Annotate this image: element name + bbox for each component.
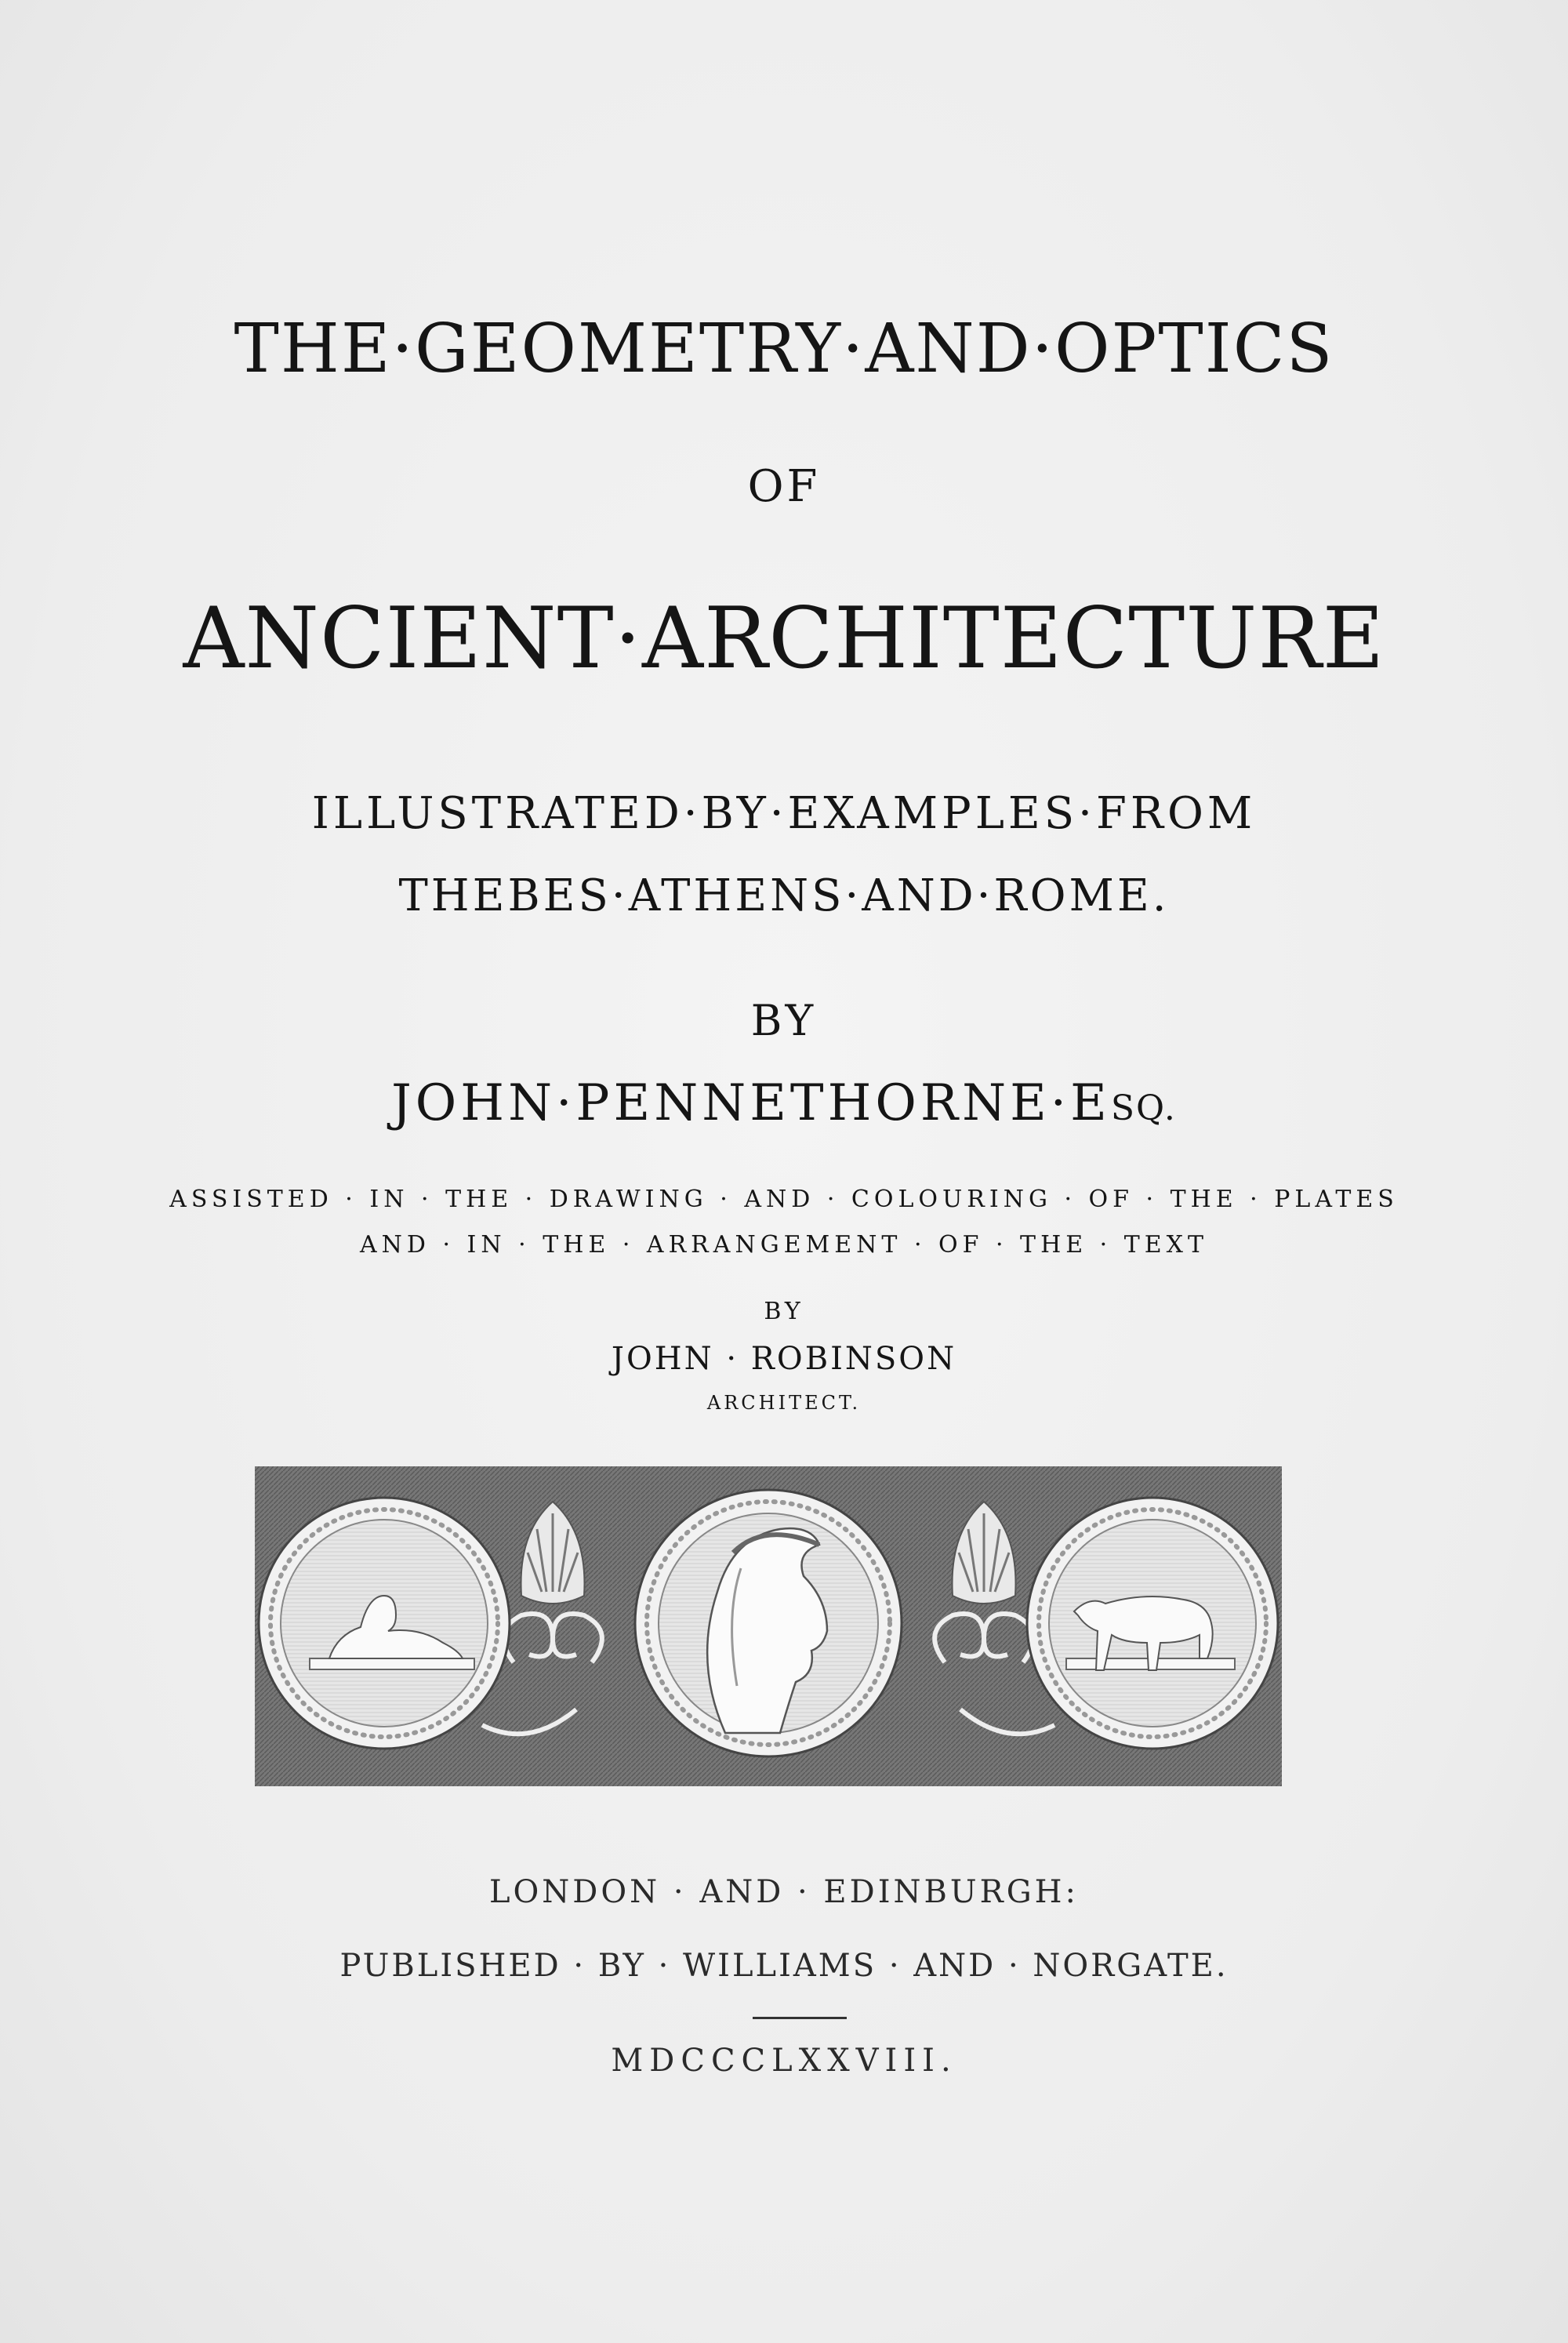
title-of: OF	[747, 461, 821, 512]
medallion-sphinx	[259, 1498, 510, 1749]
author-suffix-rest: SQ.	[1110, 1088, 1177, 1128]
subtitle-line-2: THEBES·ATHENS·AND·ROME.	[398, 870, 1170, 921]
assistance-line-1: ASSISTED · IN · THE · DRAWING · AND · COLOURING · OF · THE · PLATES	[169, 1186, 1399, 1213]
imprint-rule	[753, 2017, 847, 2019]
title-line-2: ANCIENT·ARCHITECTURE	[183, 590, 1385, 688]
author-name-text: JOHN·PENNETHORNE·	[391, 1074, 1071, 1132]
assistant-by: BY	[764, 1298, 804, 1325]
subtitle-line-1: ILLUSTRATED·BY·EXAMPLES·FROM	[311, 788, 1257, 839]
medallion-athena	[635, 1490, 902, 1756]
imprint-publisher: PUBLISHED · BY · WILLIAMS · AND · NORGATE.	[339, 1948, 1229, 1984]
imprint-date: MDCCCLXXVIII.	[611, 2043, 957, 2079]
author-by: BY	[750, 996, 818, 1045]
assistance-line-2: AND · IN · THE · ARRANGEMENT · OF · THE · TEXT	[359, 1231, 1209, 1259]
title-line-1: THE·GEOMETRY·AND·OPTICS	[234, 310, 1334, 388]
assistant-name: JOHN · ROBINSON	[611, 1341, 957, 1377]
engraved-vignette	[255, 1466, 1282, 1786]
imprint-place: LONDON · AND · EDINBURGH:	[488, 1874, 1080, 1910]
medallion-she-wolf	[1027, 1498, 1278, 1749]
author-name	[0, 1074, 1568, 1132]
author-suffix-initial: E	[1070, 1074, 1111, 1132]
assistant-profession: ARCHITECT.	[706, 1392, 862, 1414]
